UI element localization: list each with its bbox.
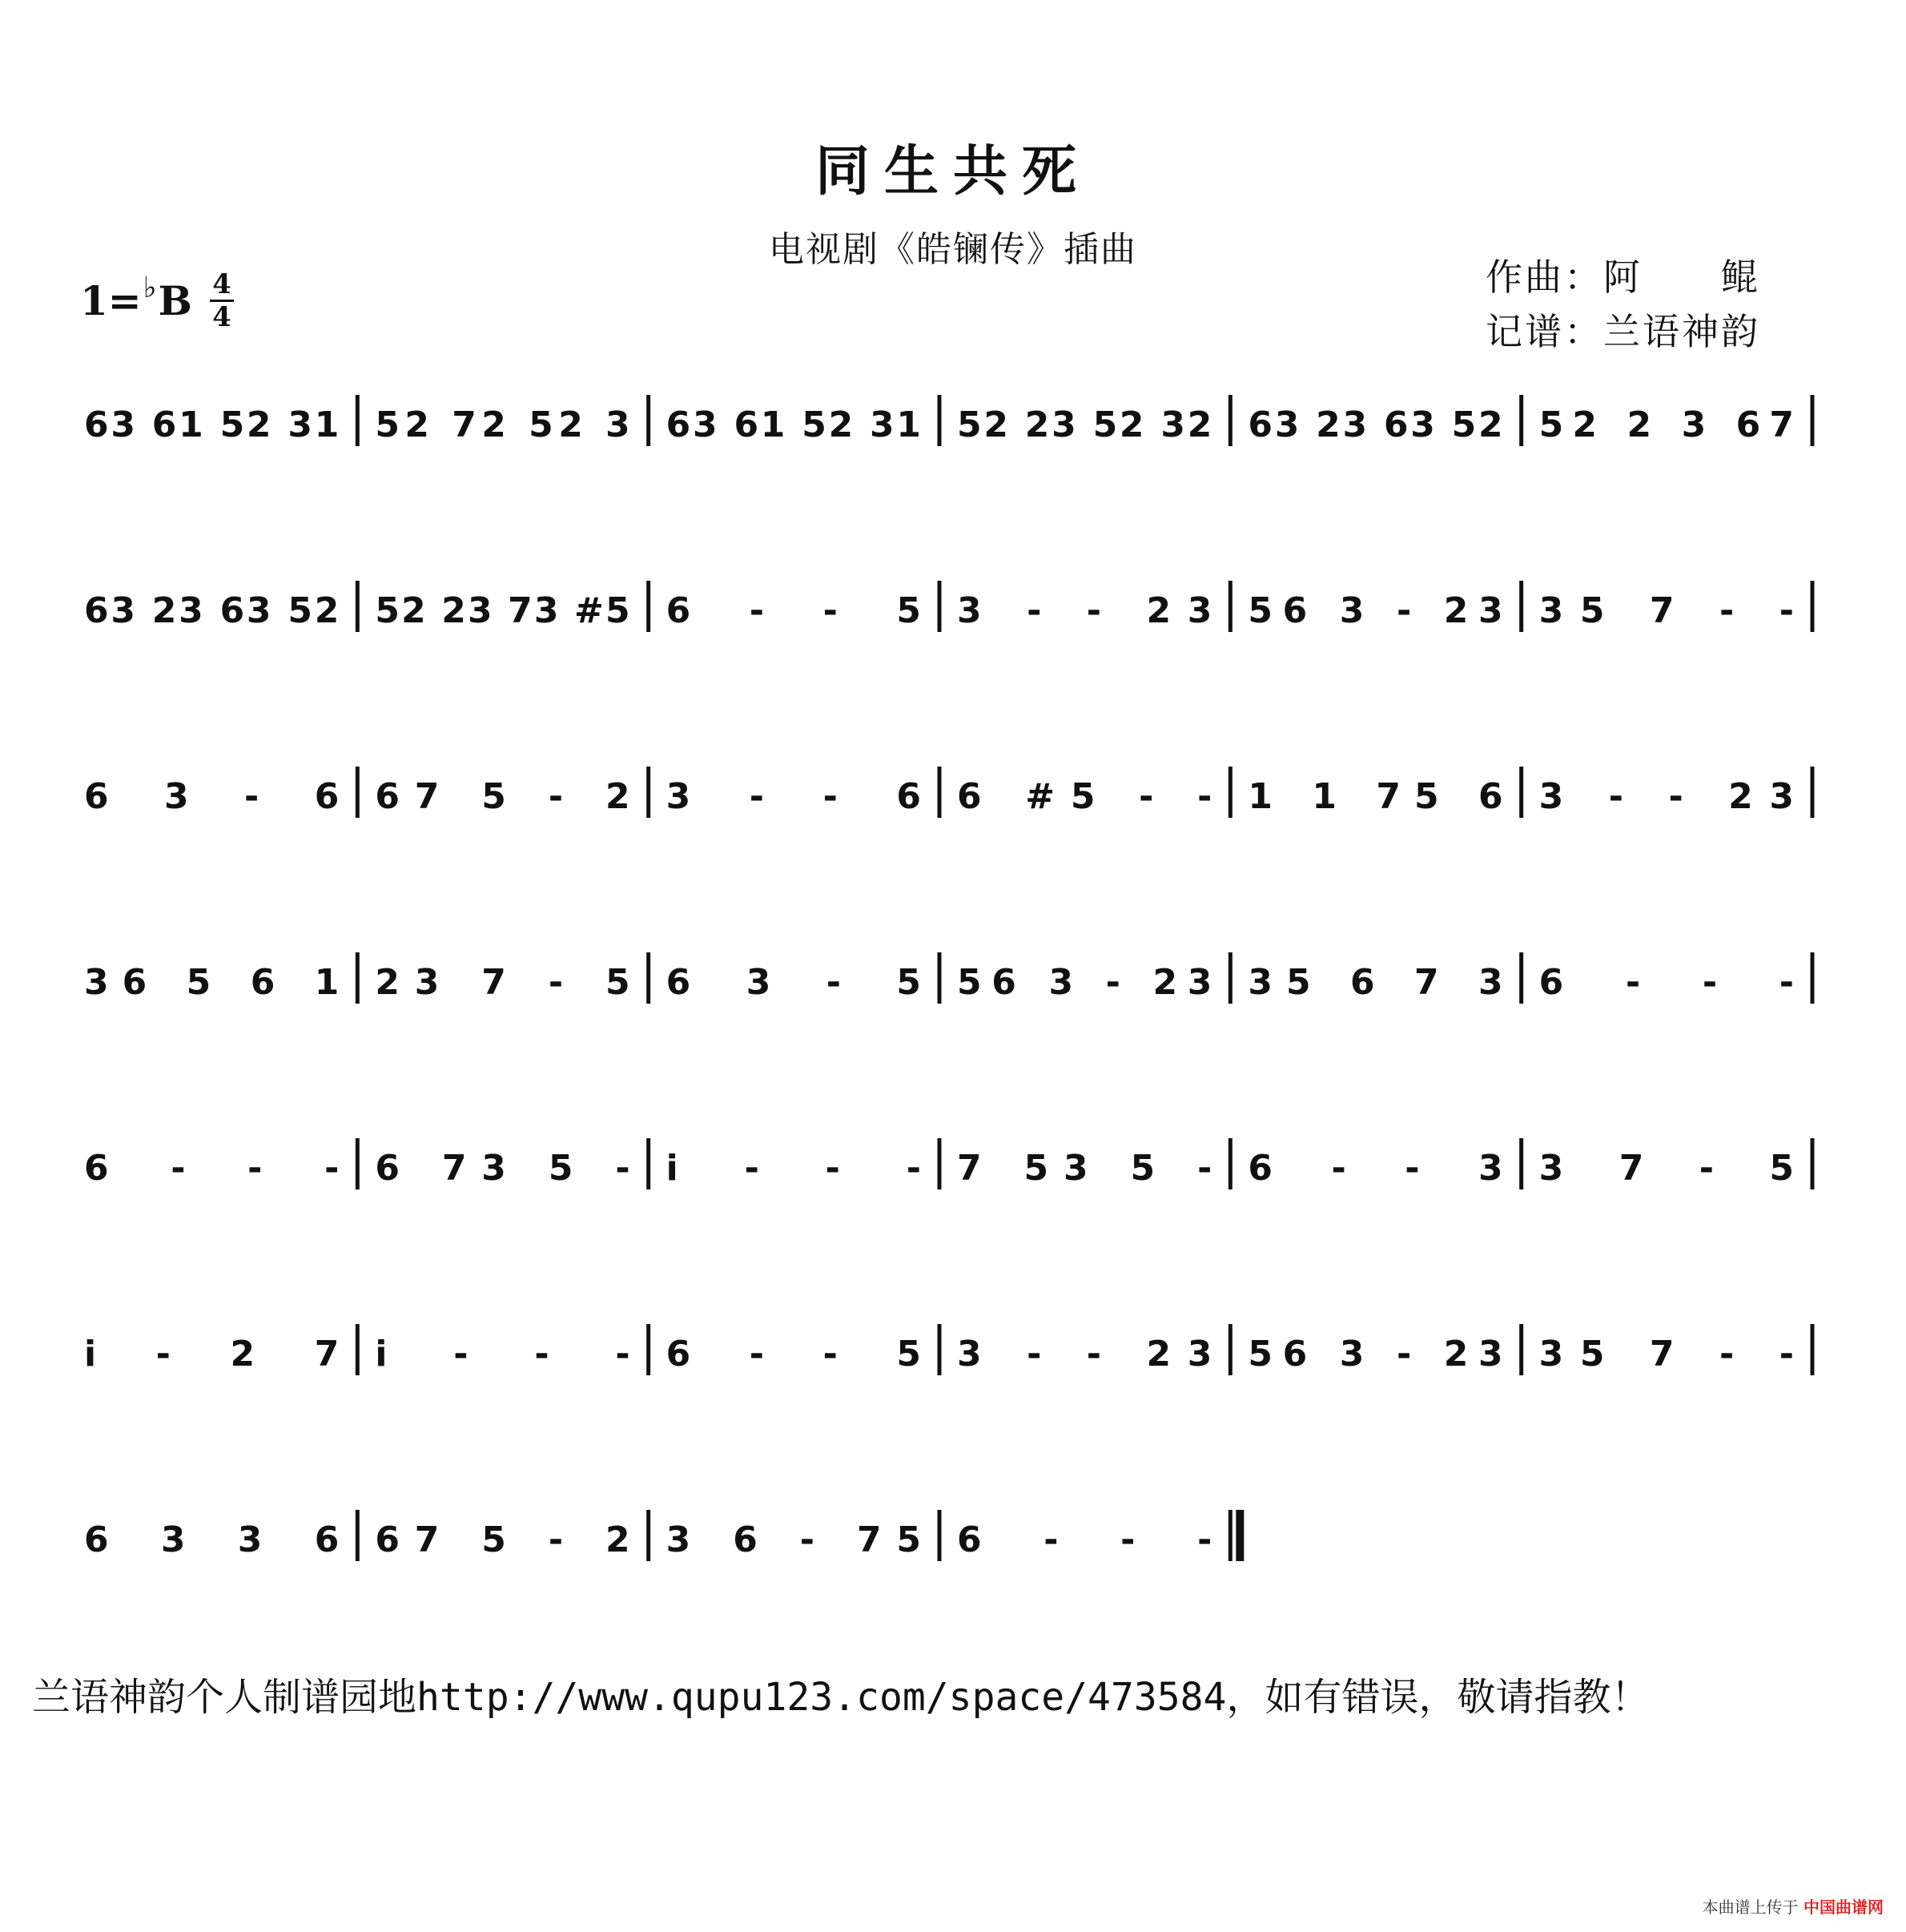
key-signature <box>80 271 192 324</box>
measure-notes: 6 - - 5 <box>665 590 921 631</box>
measure-notes: 6 3 - 5 <box>665 962 921 1003</box>
key-prefix: 1= <box>80 277 142 324</box>
measure-notes: 35 7 - - <box>1538 1334 1794 1375</box>
measure-notes: 6 - - - <box>84 1148 340 1189</box>
measure-notes: 3 - - 23 <box>1538 776 1794 817</box>
measure-notes: i - - - <box>665 1148 921 1189</box>
score-row <box>84 395 1812 446</box>
measure-notes: 6 3 - 6 <box>84 776 340 817</box>
flat-sign: ♭ <box>143 271 157 304</box>
footer-note: 兰语神韵个人制谱园地http://www.qupu123.com/space/473584，如有错误，敬请指教！ <box>32 1675 1650 1720</box>
measure-notes: 6 - - 3 <box>1248 1148 1503 1189</box>
measure-notes: 6 - - 5 <box>665 1334 921 1375</box>
time-signature <box>210 269 234 332</box>
measure-notes: 7 53 5 - <box>957 1148 1212 1189</box>
measure-notes: 3 - - 23 <box>957 1334 1212 1375</box>
measure-notes: 3 6 - 75 <box>665 1519 921 1560</box>
score-row <box>84 581 1812 632</box>
measure-notes: 56 3 - 23 <box>1248 590 1503 631</box>
score-row <box>84 1324 1812 1375</box>
song-title: 同生共死 <box>814 139 1091 203</box>
measure-notes: 6 - - - <box>957 1519 1212 1560</box>
composer-credit: 作曲：阿 鲲 <box>1486 256 1760 299</box>
measure-notes: 35 6 7 3 <box>1248 962 1503 1003</box>
measure-notes: i - 2 7 <box>84 1334 340 1375</box>
measure-notes: 52 23 52 32 <box>957 405 1212 445</box>
measure-notes: 63 61 52 31 <box>665 405 921 445</box>
measure-notes: 63 23 63 52 <box>1248 405 1503 445</box>
measure-notes: 23 7 - 5 <box>375 962 630 1003</box>
site-logo: 中国曲谱网 <box>1803 1898 1884 1917</box>
upload-note: 本曲谱上传于 <box>1702 1898 1799 1917</box>
measure-notes: 36 5 6 1 <box>84 962 340 1003</box>
measure-notes: 6 - - - <box>1538 962 1794 1003</box>
measure-notes: 35 7 - - <box>1538 590 1794 631</box>
measure-notes: 67 5 - 2 <box>375 1519 630 1560</box>
score-row <box>84 767 1812 818</box>
measure-notes: 6 73 5 - <box>375 1148 630 1189</box>
measure-notes: 1 1 75 6 <box>1248 776 1503 817</box>
measure-notes: 67 5 - 2 <box>375 776 630 817</box>
measure-notes: 3 - - 6 <box>665 776 921 817</box>
measure-notes: 3 - - 23 <box>957 590 1212 631</box>
measure-notes: 56 3 - 23 <box>957 962 1212 1003</box>
measure-notes: i - - - <box>375 1334 630 1375</box>
song-subtitle: 电视剧《皓镧传》插曲 <box>769 229 1137 270</box>
time-signature-bottom: 4 <box>212 301 231 333</box>
upload-stamp <box>1703 1894 1884 1918</box>
key-note: B <box>158 277 192 324</box>
measure-notes: 63 23 63 52 <box>84 590 340 631</box>
measure-notes: 52 72 52 3 <box>375 405 630 445</box>
score-row <box>84 1138 1812 1189</box>
measure-notes: 6 3 3 6 <box>84 1519 340 1560</box>
score-row <box>84 1510 1240 1561</box>
jianpu-score <box>0 376 1906 1594</box>
measure-notes: 3 7 - 5 <box>1538 1148 1794 1189</box>
time-signature-top: 4 <box>210 269 234 302</box>
measure-notes: 56 3 - 23 <box>1248 1334 1503 1375</box>
measure-notes: 52 2 3 67 <box>1538 405 1794 445</box>
measure-notes: 63 61 52 31 <box>84 405 340 445</box>
score-row <box>84 952 1812 1004</box>
transcriber-credit: 记谱：兰语神韵 <box>1486 310 1760 353</box>
measure-notes: 52 23 73 #5 <box>375 590 630 631</box>
measure-notes: 6 #5 - - <box>957 776 1212 817</box>
